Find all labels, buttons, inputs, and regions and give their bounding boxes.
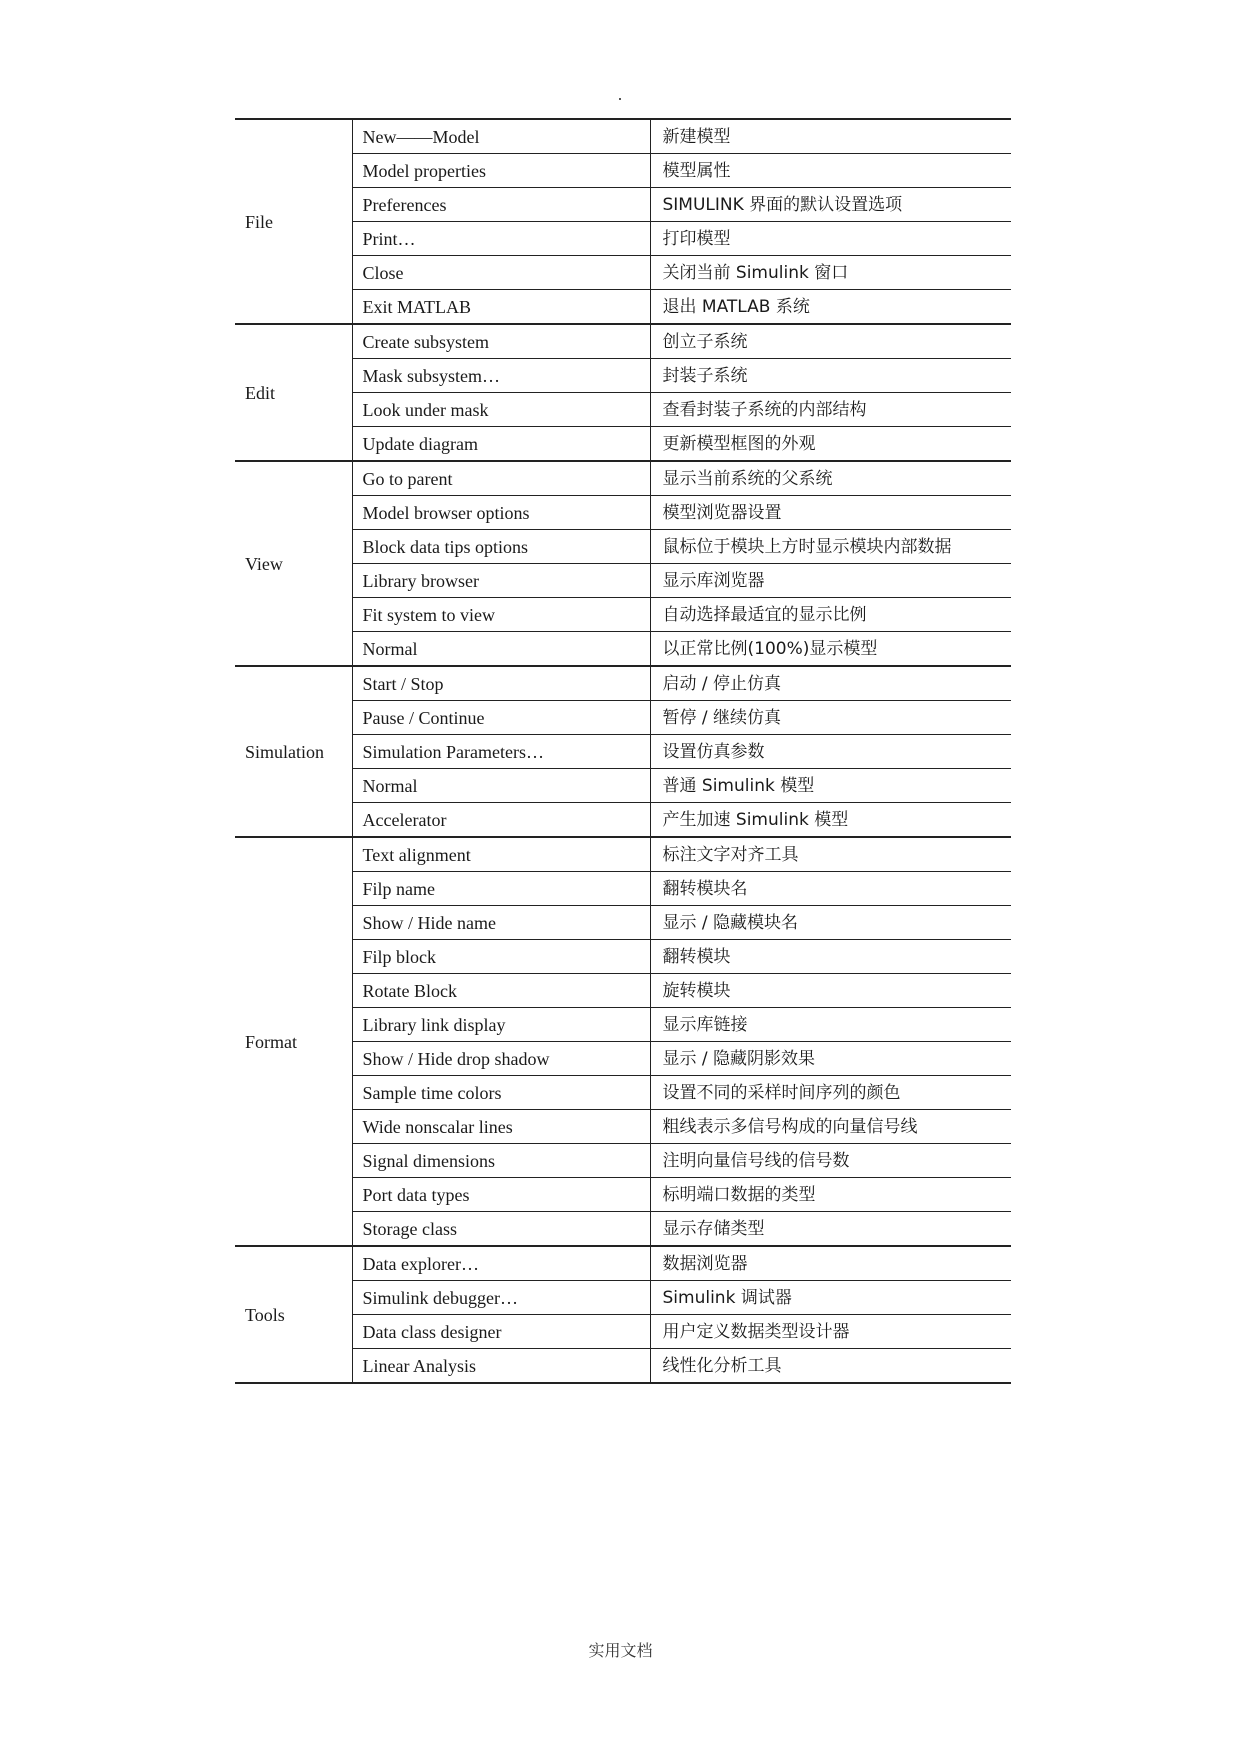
description-cell: 退出 MATLAB 系统 (650, 290, 1011, 325)
description-cell: Simulink 调试器 (650, 1281, 1011, 1315)
table-row (235, 974, 1011, 1008)
description-cell: 标明端口数据的类型 (650, 1178, 1011, 1212)
table-row (235, 940, 1011, 974)
command-cell: Preferences (352, 188, 650, 222)
command-cell: Pause / Continue (352, 701, 650, 735)
command-cell: Data class designer (352, 1315, 650, 1349)
table-row (235, 769, 1011, 803)
table-row (235, 359, 1011, 393)
table-row (235, 1281, 1011, 1315)
table-row (235, 598, 1011, 632)
command-cell: Filp block (352, 940, 650, 974)
table-row (235, 427, 1011, 462)
description-cell: 注明向量信号线的信号数 (650, 1144, 1011, 1178)
table-row (235, 906, 1011, 940)
command-cell: Start / Stop (352, 666, 650, 701)
table-row (235, 188, 1011, 222)
description-cell: 启动 / 停止仿真 (650, 666, 1011, 701)
table-row (235, 256, 1011, 290)
command-cell: Close (352, 256, 650, 290)
description-cell: 普通 Simulink 模型 (650, 769, 1011, 803)
menu-name-cell: Tools (235, 1246, 352, 1383)
description-cell: 显示当前系统的父系统 (650, 461, 1011, 496)
menu-name-cell: Format (235, 837, 352, 1246)
description-cell: 粗线表示多信号构成的向量信号线 (650, 1110, 1011, 1144)
description-cell: 关闭当前 Simulink 窗口 (650, 256, 1011, 290)
description-cell: 创立子系统 (650, 324, 1011, 359)
description-cell: 数据浏览器 (650, 1246, 1011, 1281)
table-row (235, 119, 1011, 154)
table-row (235, 666, 1011, 701)
description-cell: 标注文字对齐工具 (650, 837, 1011, 872)
command-cell: Simulink debugger… (352, 1281, 650, 1315)
description-cell: 显示库浏览器 (650, 564, 1011, 598)
table-row (235, 1349, 1011, 1384)
table-row (235, 1110, 1011, 1144)
command-cell: Block data tips options (352, 530, 650, 564)
table-row (235, 290, 1011, 325)
description-cell: 显示存储类型 (650, 1212, 1011, 1247)
description-cell: 用户定义数据类型设计器 (650, 1315, 1011, 1349)
command-cell: Fit system to view (352, 598, 650, 632)
command-cell: Signal dimensions (352, 1144, 650, 1178)
table-row (235, 735, 1011, 769)
command-cell: Data explorer… (352, 1246, 650, 1281)
table-row (235, 1212, 1011, 1247)
command-cell: Mask subsystem… (352, 359, 650, 393)
command-cell: Normal (352, 769, 650, 803)
description-cell: 设置不同的采样时间序列的颜色 (650, 1076, 1011, 1110)
description-cell: 鼠标位于模块上方时显示模块内部数据 (650, 530, 1011, 564)
description-cell: 翻转模块名 (650, 872, 1011, 906)
table-row (235, 154, 1011, 188)
command-cell: Model browser options (352, 496, 650, 530)
table-row (235, 837, 1011, 872)
table-row (235, 632, 1011, 667)
description-cell: 设置仿真参数 (650, 735, 1011, 769)
description-cell: 暂停 / 继续仿真 (650, 701, 1011, 735)
description-cell: 显示 / 隐藏阴影效果 (650, 1042, 1011, 1076)
table-row (235, 1246, 1011, 1281)
command-cell: Model properties (352, 154, 650, 188)
header-mark (619, 98, 621, 100)
command-cell: Storage class (352, 1212, 650, 1247)
command-cell: Go to parent (352, 461, 650, 496)
command-cell: Port data types (352, 1178, 650, 1212)
menu-name-cell: Edit (235, 324, 352, 461)
table-row (235, 1178, 1011, 1212)
description-cell: 产生加速 Simulink 模型 (650, 803, 1011, 838)
description-cell: 旋转模块 (650, 974, 1011, 1008)
description-cell: 显示 / 隐藏模块名 (650, 906, 1011, 940)
description-cell: 查看封装子系统的内部结构 (650, 393, 1011, 427)
command-cell: Sample time colors (352, 1076, 650, 1110)
command-cell: Exit MATLAB (352, 290, 650, 325)
table-row (235, 803, 1011, 838)
page-footer: 实用文档 (588, 1641, 653, 1660)
description-cell: 显示库链接 (650, 1008, 1011, 1042)
command-cell: Show / Hide drop shadow (352, 1042, 650, 1076)
command-cell: Library link display (352, 1008, 650, 1042)
table-row (235, 701, 1011, 735)
description-cell: 翻转模块 (650, 940, 1011, 974)
description-cell: 封装子系统 (650, 359, 1011, 393)
command-cell: Look under mask (352, 393, 650, 427)
command-cell: Create subsystem (352, 324, 650, 359)
table-row (235, 1315, 1011, 1349)
table-row (235, 872, 1011, 906)
command-cell: Filp name (352, 872, 650, 906)
menu-name-cell: File (235, 119, 352, 324)
description-cell: 打印模型 (650, 222, 1011, 256)
description-cell: 自动选择最适宜的显示比例 (650, 598, 1011, 632)
command-cell: Print… (352, 222, 650, 256)
command-cell: Accelerator (352, 803, 650, 838)
table-row (235, 530, 1011, 564)
menu-name-cell: Simulation (235, 666, 352, 837)
menu-table-body (235, 119, 1011, 1383)
table-row (235, 1008, 1011, 1042)
command-cell: New——Model (352, 119, 650, 154)
command-cell: Simulation Parameters… (352, 735, 650, 769)
description-cell: SIMULINK 界面的默认设置选项 (650, 188, 1011, 222)
table-row (235, 461, 1011, 496)
description-cell: 新建模型 (650, 119, 1011, 154)
table-row (235, 324, 1011, 359)
table-row (235, 1076, 1011, 1110)
command-cell: Text alignment (352, 837, 650, 872)
table-row (235, 564, 1011, 598)
simulink-menu-table (235, 118, 1011, 1384)
command-cell: Library browser (352, 564, 650, 598)
menu-name-cell: View (235, 461, 352, 666)
command-cell: Show / Hide name (352, 906, 650, 940)
table-row (235, 1144, 1011, 1178)
command-cell: Wide nonscalar lines (352, 1110, 650, 1144)
table-row (235, 496, 1011, 530)
command-cell: Normal (352, 632, 650, 667)
description-cell: 模型属性 (650, 154, 1011, 188)
command-cell: Linear Analysis (352, 1349, 650, 1384)
command-cell: Update diagram (352, 427, 650, 462)
description-cell: 线性化分析工具 (650, 1349, 1011, 1384)
description-cell: 模型浏览器设置 (650, 496, 1011, 530)
command-cell: Rotate Block (352, 974, 650, 1008)
description-cell: 以正常比例(100%)显示模型 (650, 632, 1011, 667)
table-row (235, 222, 1011, 256)
table-row (235, 393, 1011, 427)
description-cell: 更新模型框图的外观 (650, 427, 1011, 462)
table-row (235, 1042, 1011, 1076)
